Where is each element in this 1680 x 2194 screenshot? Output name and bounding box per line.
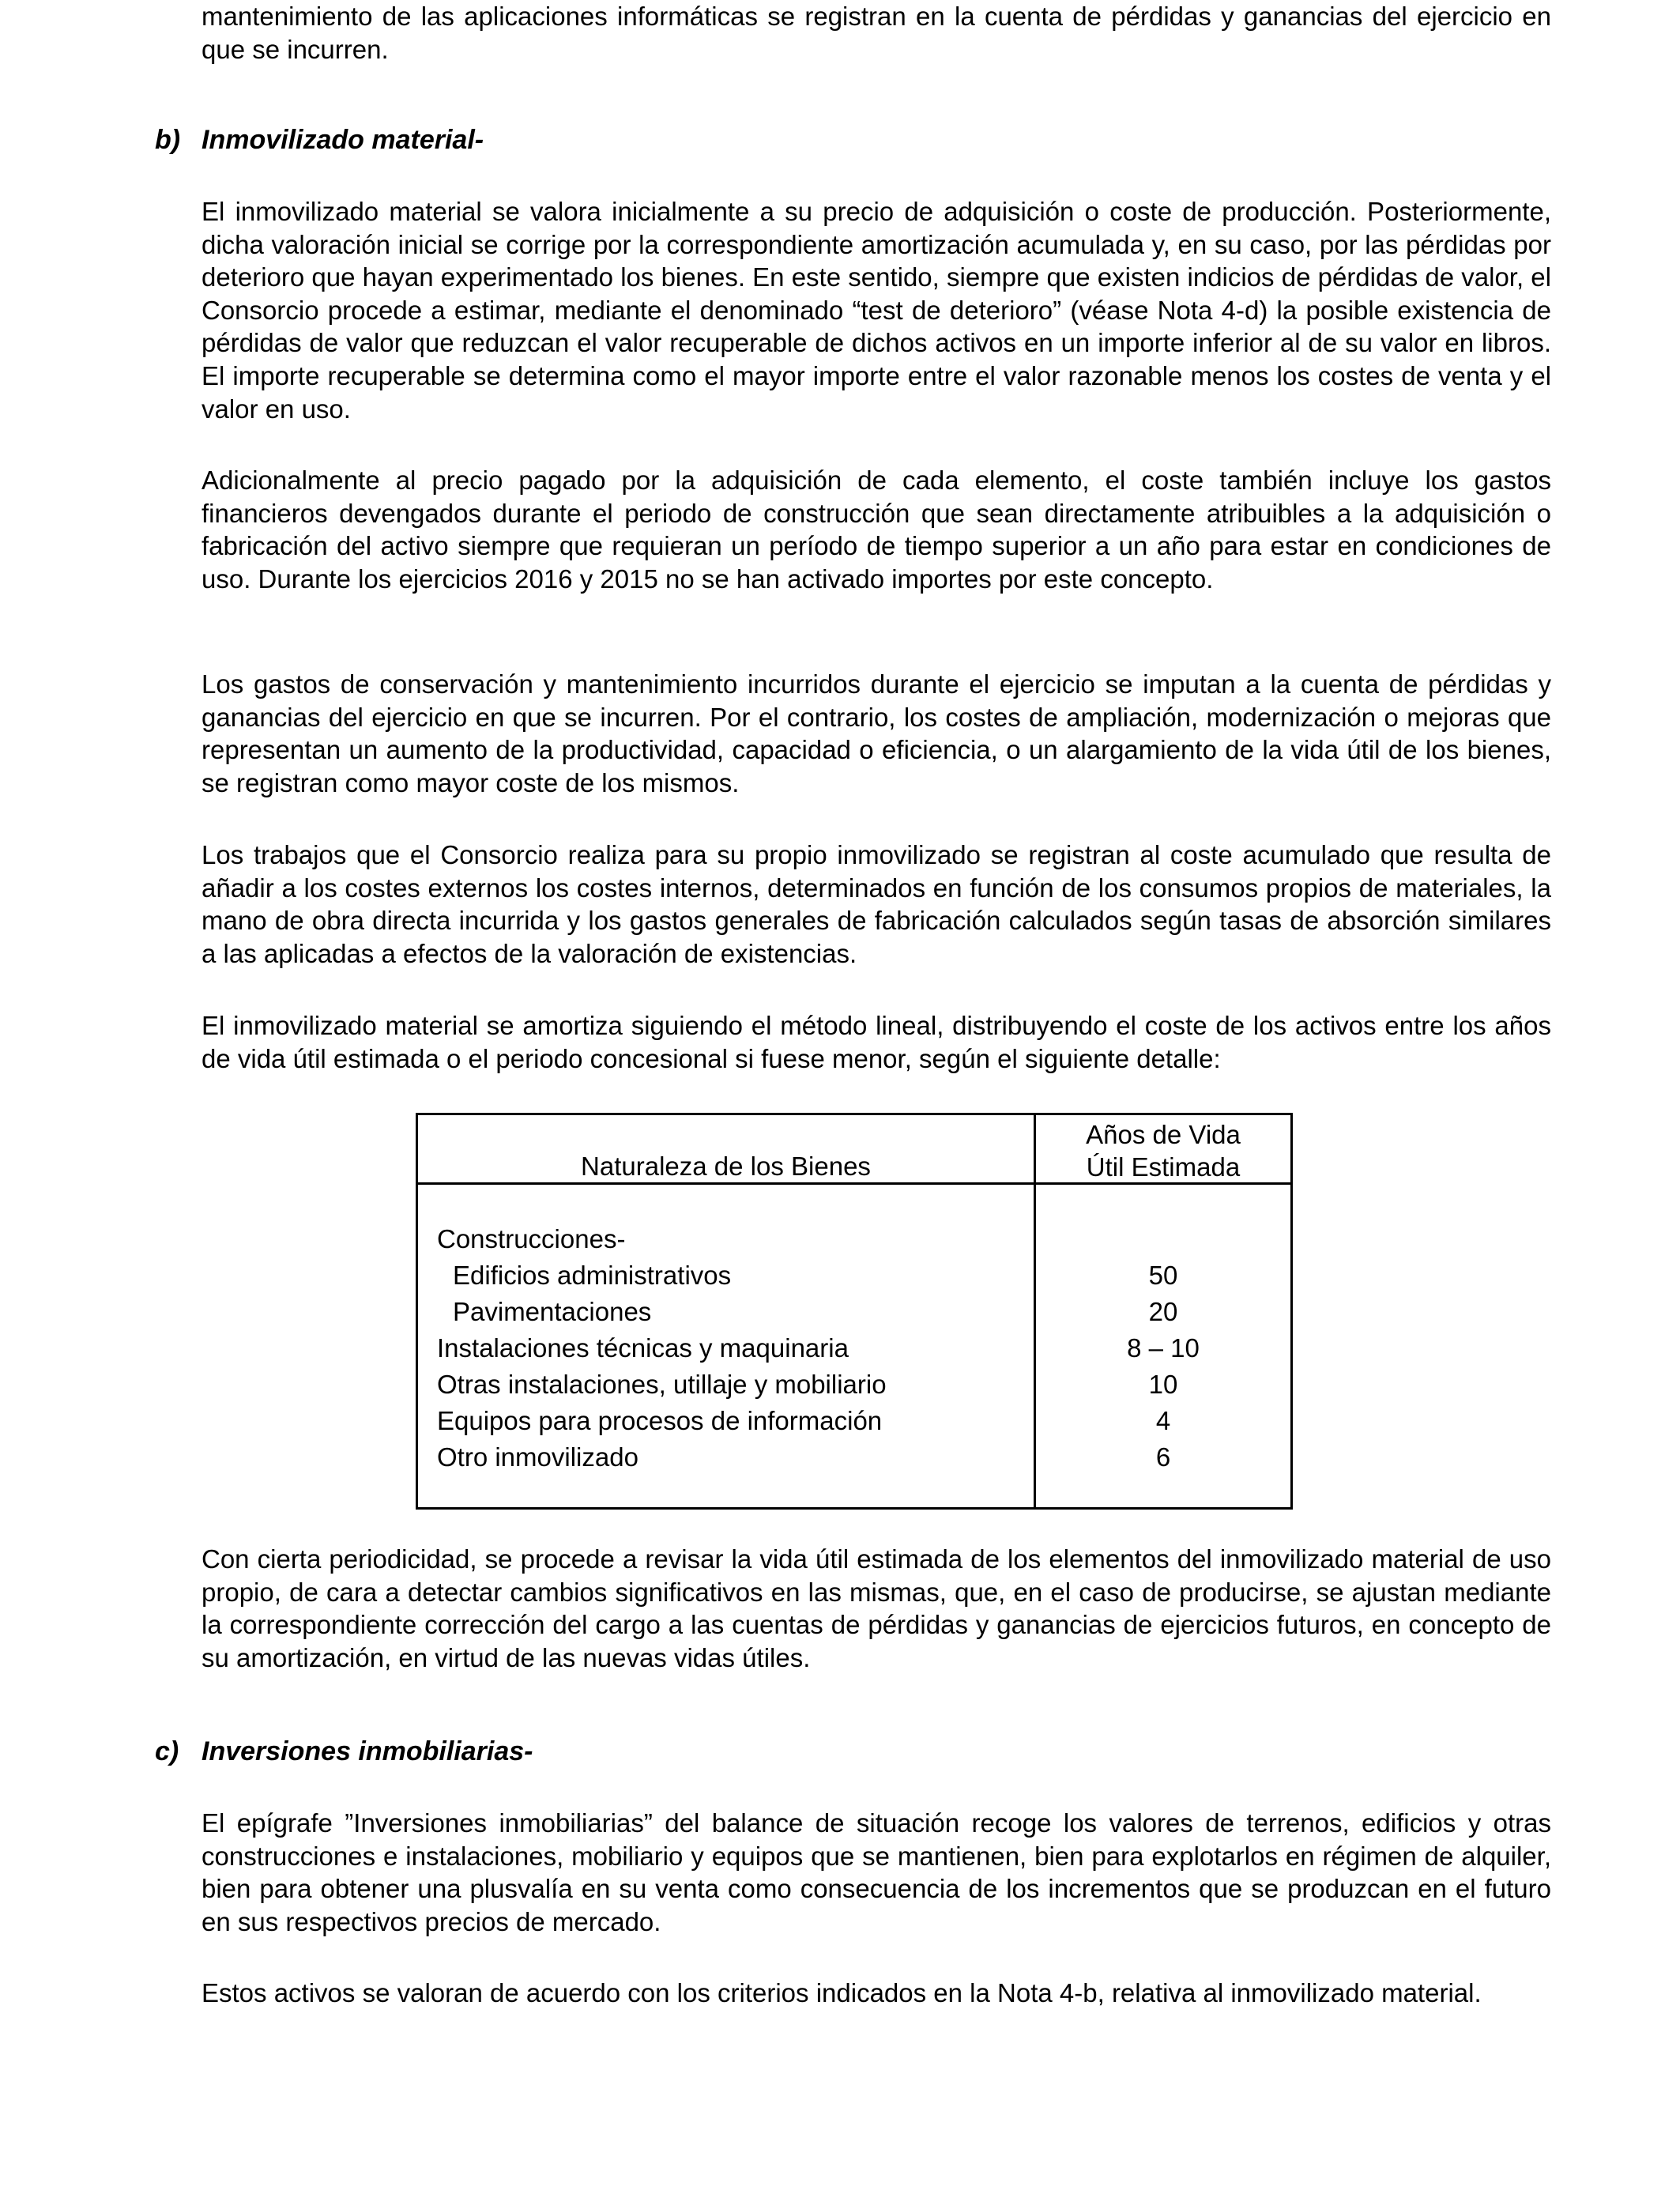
useful-life-table <box>416 1113 1293 1510</box>
table-header-anos-vida-line2: Útil Estimada <box>1086 1152 1241 1182</box>
table-row-years: 10 <box>1148 1370 1178 1399</box>
paragraph-acquisition-cost: Adicionalmente al precio pagado por la adquisición de cada elemento, el coste también incluye los gastos financieros devengados durante el periodo de construcción que sean directamente atribuibles a la adquisición o fabricación del activo siempre que requieran un período de tiempo superior a un año para estar en condiciones de uso. Durante los ejercicios 2016 y 2015 no se han activado importes por este concepto. <box>202 466 1551 594</box>
paragraph-amortization-method: El inmovilizado material se amortiza siguiendo el método lineal, distribuyendo el coste de los activos entre los años de vida útil estimada o el periodo concesional si fuese menor, según el siguiente detalle: <box>202 1011 1551 1073</box>
paragraph-useful-life-review: Con cierta periodicidad, se procede a revisar la vida útil estimada de los elementos del inmovilizado material de uso propio, de cara a detectar cambios significativos en las mismas, que, en el caso de producirse, se ajustan mediante la correspondiente corrección del cargo a las cuentas de pérdidas y ganancias de ejercicios futuros, en concepto de su amortización, en virtud de las nuevas vidas útiles. <box>202 1544 1551 1672</box>
table-row <box>437 1367 1290 1403</box>
section-title-b: Inmovilizado material- <box>202 125 484 155</box>
section-title-c: Inversiones inmobiliarias- <box>202 1736 533 1766</box>
table-row-years: 4 <box>1155 1406 1171 1435</box>
table-header-naturaleza: Naturaleza de los Bienes <box>581 1152 871 1181</box>
section-letter-b: b) <box>155 125 181 155</box>
table-header-anos-vida <box>1036 1118 1290 1183</box>
table-row <box>437 1403 1290 1439</box>
table-row-label: Pavimentaciones <box>453 1297 652 1326</box>
paragraph-maintenance-costs: Los gastos de conservación y mantenimiento incurridos durante el ejercicio se imputan a la cuenta de pérdidas y ganancias del ejercicio en que se incurren. Por el contrario, los costes de ampliación, modernización o mejoras que representan un aumento de la productividad, capacidad o eficiencia, o un alargamiento de la vida útil de los bienes, se registran como mayor coste de los mismos. <box>202 669 1551 797</box>
table-row-label: Edificios administrativos <box>453 1261 732 1290</box>
table-row-years: 8 – 10 <box>1127 1333 1200 1363</box>
paragraph-intangible-maintenance: mantenimiento de las aplicaciones informáticas se registran en la cuenta de pérdidas y ganancias del ejercicio en que se incurren. <box>202 2 1551 64</box>
section-heading-inversiones-inmobiliarias <box>155 1735 533 1768</box>
table-row <box>437 1330 1290 1367</box>
paragraph-real-estate-valuation: Estos activos se valoran de acuerdo con los criterios indicados en la Nota 4-b, relativa al inmovilizado material. <box>202 1978 1482 2007</box>
paragraph-own-works: Los trabajos que el Consorcio realiza para su propio inmovilizado se registran al coste acumulado que resulta de añadir a los costes externos los costes internos, determinados en función de los consumos propios de materiales, la mano de obra directa incurrida y los gastos generales de fabricación calculados según tasas de absorción similares a las aplicadas a efectos de la valoración de existencias. <box>202 840 1551 968</box>
table-row <box>437 1294 1290 1330</box>
table-row-years: 50 <box>1148 1261 1178 1290</box>
table-row-label: Otras instalaciones, utillaje y mobiliario <box>437 1370 887 1399</box>
table-header-anos-vida-line1: Años de Vida <box>1086 1120 1241 1149</box>
section-heading-inmovilizado-material <box>155 123 484 156</box>
table-row-label: Instalaciones técnicas y maquinaria <box>437 1333 849 1363</box>
table-row <box>437 1257 1290 1294</box>
table-row-years: 6 <box>1155 1442 1171 1472</box>
table-row <box>437 1439 1290 1476</box>
section-letter-c: c) <box>155 1736 179 1766</box>
paragraph-valuation: El inmovilizado material se valora inicialmente a su precio de adquisición o coste de producción. Posteriormente, dicha valoración inicial se corrige por la correspondiente amortización acumulada y, en su caso, por las pérdidas por deterioro que hayan experimentado los bienes. En este sentido, siempre que existen indicios de pérdidas de valor, el Consorcio procede a estimar, mediante el denominado “test de deterioro” (véase Nota 4-d) la posible existencia de pérdidas de valor que reduzcan el valor recuperable de dichos activos en un importe inferior al de su valor en libros. El importe recuperable se determina como el mayor importe entre el valor razonable menos los costes de venta y el valor en uso. <box>202 197 1551 424</box>
table-row <box>437 1221 1290 1257</box>
table-row-label: Construcciones- <box>437 1224 626 1253</box>
table-row-label: Otro inmovilizado <box>437 1442 638 1472</box>
paragraph-real-estate-definition: El epígrafe ”Inversiones inmobiliarias” del balance de situación recoge los valores de terrenos, edificios y otras construcciones e instalaciones, mobiliario y equipos que se mantienen, bien para explotarlos en régimen de alquiler, bien para obtener una plusvalía en su venta como consecuencia de los incrementos que se produzcan en el futuro en sus respectivos precios de mercado. <box>202 1808 1551 1936</box>
table-row-years: 20 <box>1148 1297 1178 1326</box>
table-row-label: Equipos para procesos de información <box>437 1406 883 1435</box>
